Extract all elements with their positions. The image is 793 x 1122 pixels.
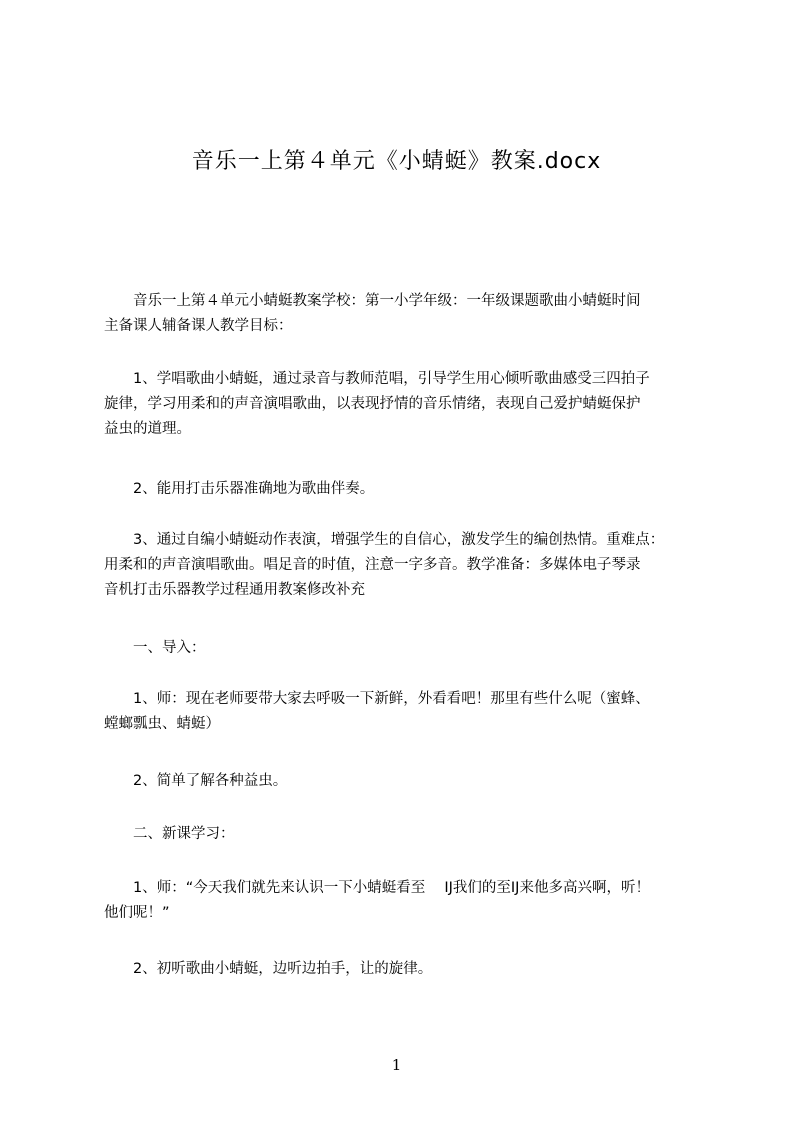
document-title: 音乐一上第４单元《小蜻蜓》教案.docx	[191, 149, 602, 174]
section-heading-intro	[104, 636, 724, 661]
paragraph-line: 2、简单了解各种益虫。	[104, 773, 288, 789]
paragraph-goal-2	[104, 477, 724, 502]
paragraph-line: 2、初听歌曲小蜻蜓，边听边拍手，让的旋律。	[104, 961, 433, 977]
paragraph-line: 一、导入：	[104, 640, 206, 656]
section-heading-new-lesson	[104, 822, 724, 847]
paragraph-line: 螳螂瓢虫、蜻蜓）	[104, 716, 220, 732]
paragraph-goal-1	[104, 367, 724, 442]
paragraph-line: 主备课人辅备课人教学目标：	[104, 318, 293, 334]
paragraph-line: 旋律，学习用柔和的声音演唱歌曲，以表现抒情的音乐情绪，表现自己爱护蜻蜓保护	[104, 396, 641, 412]
paragraph-line: 1、学唱歌曲小蜻蜓，通过录音与教师范唱，引导学生用心倾听歌曲感受三四拍子	[104, 371, 650, 387]
paragraph-line: 音乐一上第４单元小蜻蜓教案学校：第一小学年级：一年级课题歌曲小蜻蜓时间	[104, 293, 641, 309]
paragraph-line: 用柔和的声音演唱歌曲。唱足音的时值，注意一字多音。教学准备：多媒体电子琴录	[104, 557, 641, 573]
paragraph-line: 他们呢！”	[104, 905, 170, 921]
paragraph-lesson-step-2	[104, 957, 724, 982]
paragraph-intro-step-1	[104, 687, 724, 737]
paragraph-line: 1、师：现在老师要带大家去呼吸一下新鲜，外看看吧！那里有些什么呢（蜜蜂、	[104, 691, 650, 707]
paragraph-goal-3	[104, 528, 724, 603]
paragraph-intro	[104, 289, 724, 339]
paragraph-line: 益虫的道理。	[104, 421, 191, 437]
paragraph-line: 2、能用打击乐器准确地为歌曲伴奏。	[104, 481, 375, 497]
page-number: 1	[391, 1056, 402, 1074]
paragraph-lesson-step-1	[104, 876, 724, 926]
paragraph-line: 二、新课学习：	[104, 826, 235, 842]
paragraph-line: 1、师：“今天我们就先来认识一下小蜻蜓看至 IJ我们的至IJ来他多高兴啊，听！	[104, 880, 650, 896]
paragraph-line: 音机打击乐器教学过程通用教案修改补充	[104, 582, 365, 598]
paragraph-line: 3、通过自编小蜻蜓动作表演，增强学生的自信心，激发学生的编创热情。重难点：	[104, 532, 665, 548]
paragraph-intro-step-2	[104, 769, 724, 794]
